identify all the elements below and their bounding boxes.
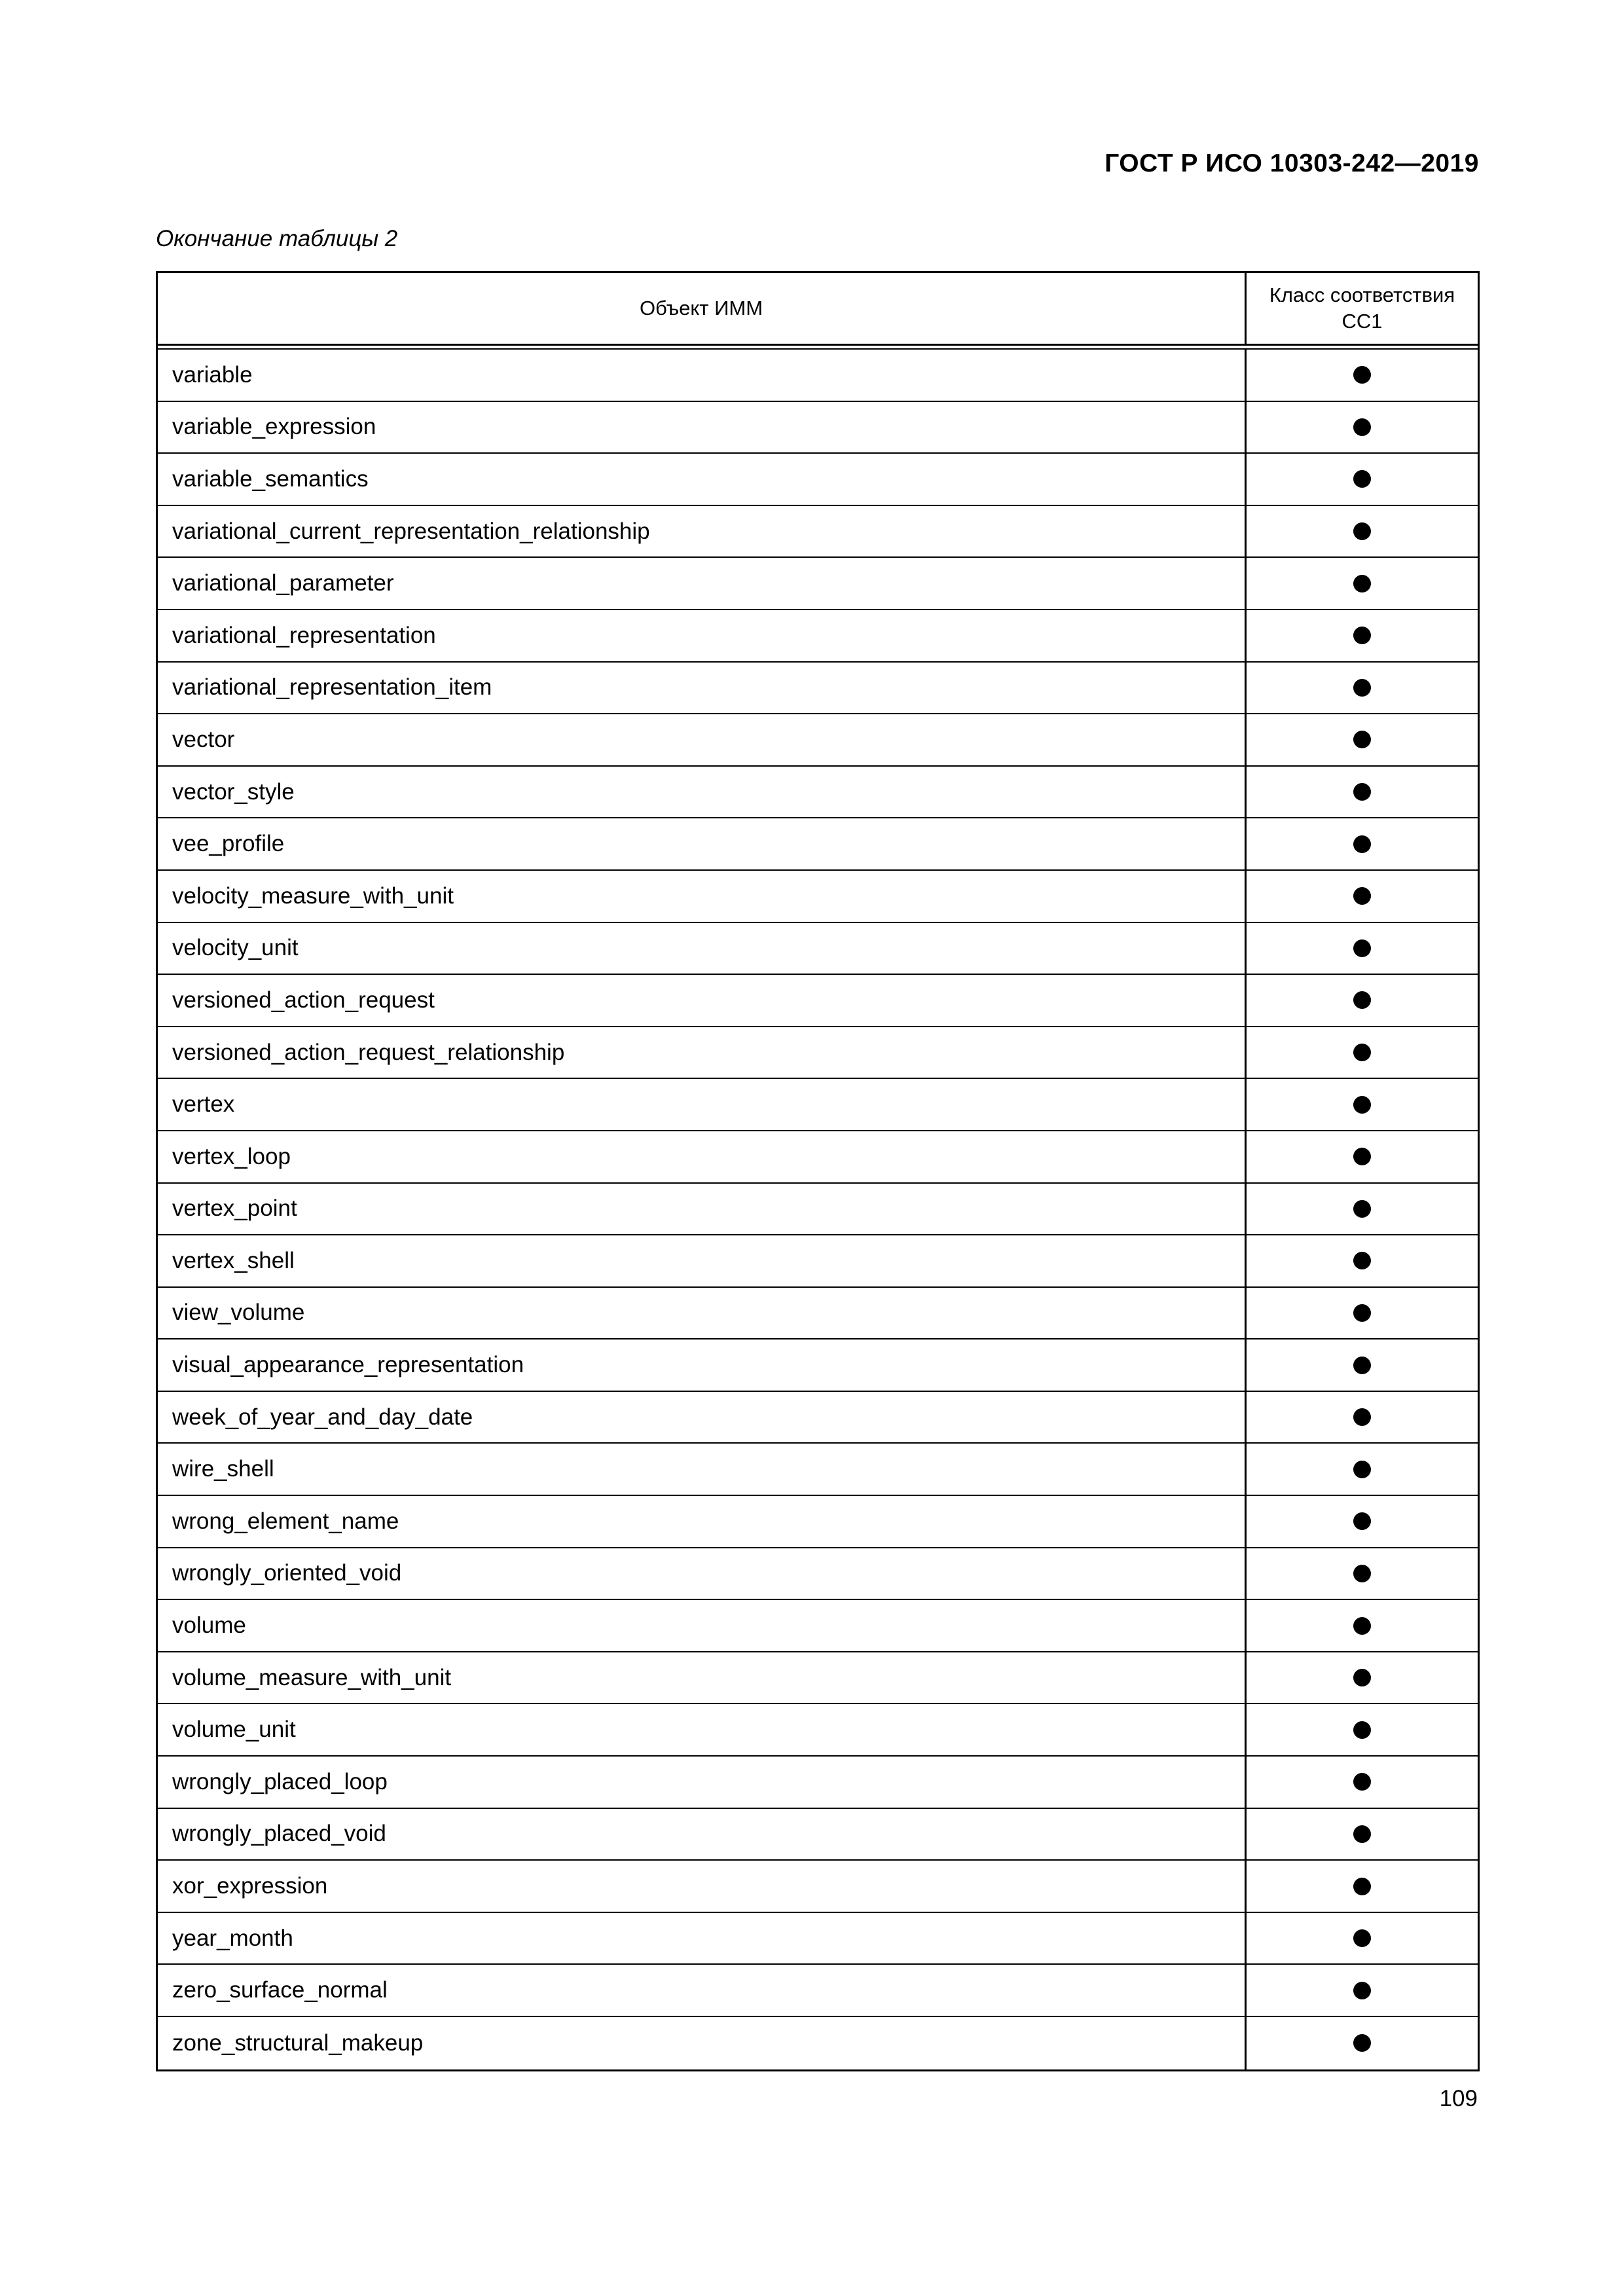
conformance-cell: [1247, 1079, 1478, 1130]
table-header-row: [158, 273, 1478, 346]
table-body: [158, 350, 1478, 2069]
table-row: [158, 610, 1478, 663]
filled-circle-icon: [1353, 1148, 1371, 1165]
object-name-cell: variational_representation_item: [158, 663, 1247, 714]
conformance-cell: [1247, 1652, 1478, 1704]
object-name-cell: vector_style: [158, 767, 1247, 818]
filled-circle-icon: [1353, 1773, 1371, 1791]
table-row: [158, 1131, 1478, 1184]
conformance-cell: [1247, 663, 1478, 714]
object-name-cell: wrongly_placed_void: [158, 1809, 1247, 1860]
conformance-cell: [1247, 1704, 1478, 1755]
conformance-cell: [1247, 714, 1478, 765]
object-name-cell: view_volume: [158, 1288, 1247, 1339]
filled-circle-icon: [1353, 470, 1371, 488]
filled-circle-icon: [1353, 1252, 1371, 1269]
table-row: [158, 1600, 1478, 1652]
table-row: [158, 923, 1478, 975]
object-name-cell: volume: [158, 1600, 1247, 1651]
conformance-cell: [1247, 1965, 1478, 2016]
filled-circle-icon: [1353, 939, 1371, 957]
conformance-cell: [1247, 1861, 1478, 1912]
filled-circle-icon: [1353, 1669, 1371, 1686]
filled-circle-icon: [1353, 1982, 1371, 1999]
table-row: [158, 1235, 1478, 1288]
filled-circle-icon: [1353, 522, 1371, 540]
conformance-cell: [1247, 1235, 1478, 1286]
table-row: [158, 767, 1478, 819]
conformance-cell: [1247, 454, 1478, 505]
table-row: [158, 1392, 1478, 1444]
table-row: [158, 714, 1478, 767]
filled-circle-icon: [1353, 1408, 1371, 1426]
conformance-cell: [1247, 1339, 1478, 1391]
conformance-cell: [1247, 1131, 1478, 1182]
table-row: [158, 558, 1478, 610]
filled-circle-icon: [1353, 1878, 1371, 1895]
table-row: [158, 975, 1478, 1027]
table-row: [158, 350, 1478, 402]
object-name-cell: wrongly_oriented_void: [158, 1548, 1247, 1599]
object-name-cell: velocity_unit: [158, 923, 1247, 974]
object-name-cell: versioned_action_request_relationship: [158, 1027, 1247, 1078]
table-row: [158, 663, 1478, 715]
table-row: [158, 1652, 1478, 1705]
object-name-cell: volume_measure_with_unit: [158, 1652, 1247, 1704]
table-row: [158, 1965, 1478, 2017]
object-name-cell: zone_structural_makeup: [158, 2017, 1247, 2069]
conformance-cell: [1247, 350, 1478, 401]
table-row: [158, 454, 1478, 506]
conformance-cell: [1247, 1392, 1478, 1443]
conformance-cell: [1247, 1548, 1478, 1599]
column-header-class-line1: Класс соответствия: [1269, 283, 1455, 306]
object-name-cell: vertex_shell: [158, 1235, 1247, 1286]
conformance-cell: [1247, 1027, 1478, 1078]
conformance-cell: [1247, 1809, 1478, 1860]
filled-circle-icon: [1353, 1565, 1371, 1582]
conformance-cell: [1247, 1288, 1478, 1339]
object-name-cell: variational_current_representation_relationship: [158, 506, 1247, 557]
object-name-cell: versioned_action_request: [158, 975, 1247, 1026]
object-name-cell: variable: [158, 350, 1247, 401]
filled-circle-icon: [1353, 991, 1371, 1009]
filled-circle-icon: [1353, 2034, 1371, 2052]
table-row: [158, 1027, 1478, 1080]
conformance-cell: [1247, 871, 1478, 922]
column-header-class: [1247, 273, 1478, 344]
column-header-class-line2: CC1: [1341, 310, 1383, 333]
conformance-cell: [1247, 975, 1478, 1026]
object-name-cell: vee_profile: [158, 818, 1247, 869]
object-name-cell: variational_parameter: [158, 558, 1247, 609]
table-row: [158, 1184, 1478, 1236]
object-name-cell: variational_representation: [158, 610, 1247, 661]
filled-circle-icon: [1353, 1044, 1371, 1061]
object-name-cell: variable_expression: [158, 402, 1247, 453]
filled-circle-icon: [1353, 1357, 1371, 1374]
table-row: [158, 1704, 1478, 1757]
table-row: [158, 818, 1478, 871]
conformance-cell: [1247, 1496, 1478, 1547]
table-row: [158, 402, 1478, 454]
filled-circle-icon: [1353, 418, 1371, 436]
table-row: [158, 506, 1478, 558]
object-name-cell: variable_semantics: [158, 454, 1247, 505]
filled-circle-icon: [1353, 1304, 1371, 1322]
table-row: [158, 1496, 1478, 1548]
filled-circle-icon: [1353, 1721, 1371, 1739]
object-name-cell: wrongly_placed_loop: [158, 1757, 1247, 1808]
table-row: [158, 871, 1478, 923]
table-row: [158, 1809, 1478, 1861]
conformance-cell: [1247, 923, 1478, 974]
filled-circle-icon: [1353, 835, 1371, 853]
object-name-cell: xor_expression: [158, 1861, 1247, 1912]
object-name-cell: vertex_loop: [158, 1131, 1247, 1182]
filled-circle-icon: [1353, 1096, 1371, 1114]
filled-circle-icon: [1353, 1461, 1371, 1478]
object-name-cell: vertex_point: [158, 1184, 1247, 1235]
table-row: [158, 1548, 1478, 1601]
column-header-object: Объект ИММ: [158, 273, 1247, 344]
table-row: [158, 1913, 1478, 1965]
conformance-cell: [1247, 402, 1478, 453]
filled-circle-icon: [1353, 783, 1371, 801]
filled-circle-icon: [1353, 1512, 1371, 1530]
filled-circle-icon: [1353, 1825, 1371, 1843]
object-name-cell: volume_unit: [158, 1704, 1247, 1755]
table-row: [158, 1079, 1478, 1131]
conformance-cell: [1247, 1444, 1478, 1495]
table-row: [158, 1339, 1478, 1392]
filled-circle-icon: [1353, 627, 1371, 644]
table-row: [158, 2017, 1478, 2069]
conformance-cell: [1247, 506, 1478, 557]
object-name-cell: wire_shell: [158, 1444, 1247, 1495]
filled-circle-icon: [1353, 679, 1371, 697]
conformance-cell: [1247, 1913, 1478, 1964]
conformance-cell: [1247, 610, 1478, 661]
filled-circle-icon: [1353, 366, 1371, 384]
filled-circle-icon: [1353, 1929, 1371, 1947]
filled-circle-icon: [1353, 887, 1371, 905]
conformance-cell: [1247, 558, 1478, 609]
object-name-cell: velocity_measure_with_unit: [158, 871, 1247, 922]
filled-circle-icon: [1353, 1200, 1371, 1218]
conformance-table: [156, 271, 1480, 2071]
table-row: [158, 1861, 1478, 1913]
object-name-cell: vector: [158, 714, 1247, 765]
conformance-cell: [1247, 2017, 1478, 2069]
table-row: [158, 1757, 1478, 1809]
conformance-cell: [1247, 818, 1478, 869]
object-name-cell: zero_surface_normal: [158, 1965, 1247, 2016]
table-caption: Окончание таблицы 2: [156, 226, 398, 251]
object-name-cell: wrong_element_name: [158, 1496, 1247, 1547]
object-name-cell: year_month: [158, 1913, 1247, 1964]
object-name-cell: visual_appearance_representation: [158, 1339, 1247, 1391]
conformance-cell: [1247, 1757, 1478, 1808]
filled-circle-icon: [1353, 1617, 1371, 1635]
table-row: [158, 1288, 1478, 1340]
filled-circle-icon: [1353, 575, 1371, 592]
object-name-cell: week_of_year_and_day_date: [158, 1392, 1247, 1443]
conformance-cell: [1247, 767, 1478, 818]
page-number: 109: [1439, 2086, 1478, 2111]
table-row: [158, 1444, 1478, 1496]
filled-circle-icon: [1353, 731, 1371, 748]
document-header: ГОСТ Р ИСО 10303-242—2019: [1104, 149, 1479, 177]
conformance-cell: [1247, 1184, 1478, 1235]
object-name-cell: vertex: [158, 1079, 1247, 1130]
conformance-cell: [1247, 1600, 1478, 1651]
